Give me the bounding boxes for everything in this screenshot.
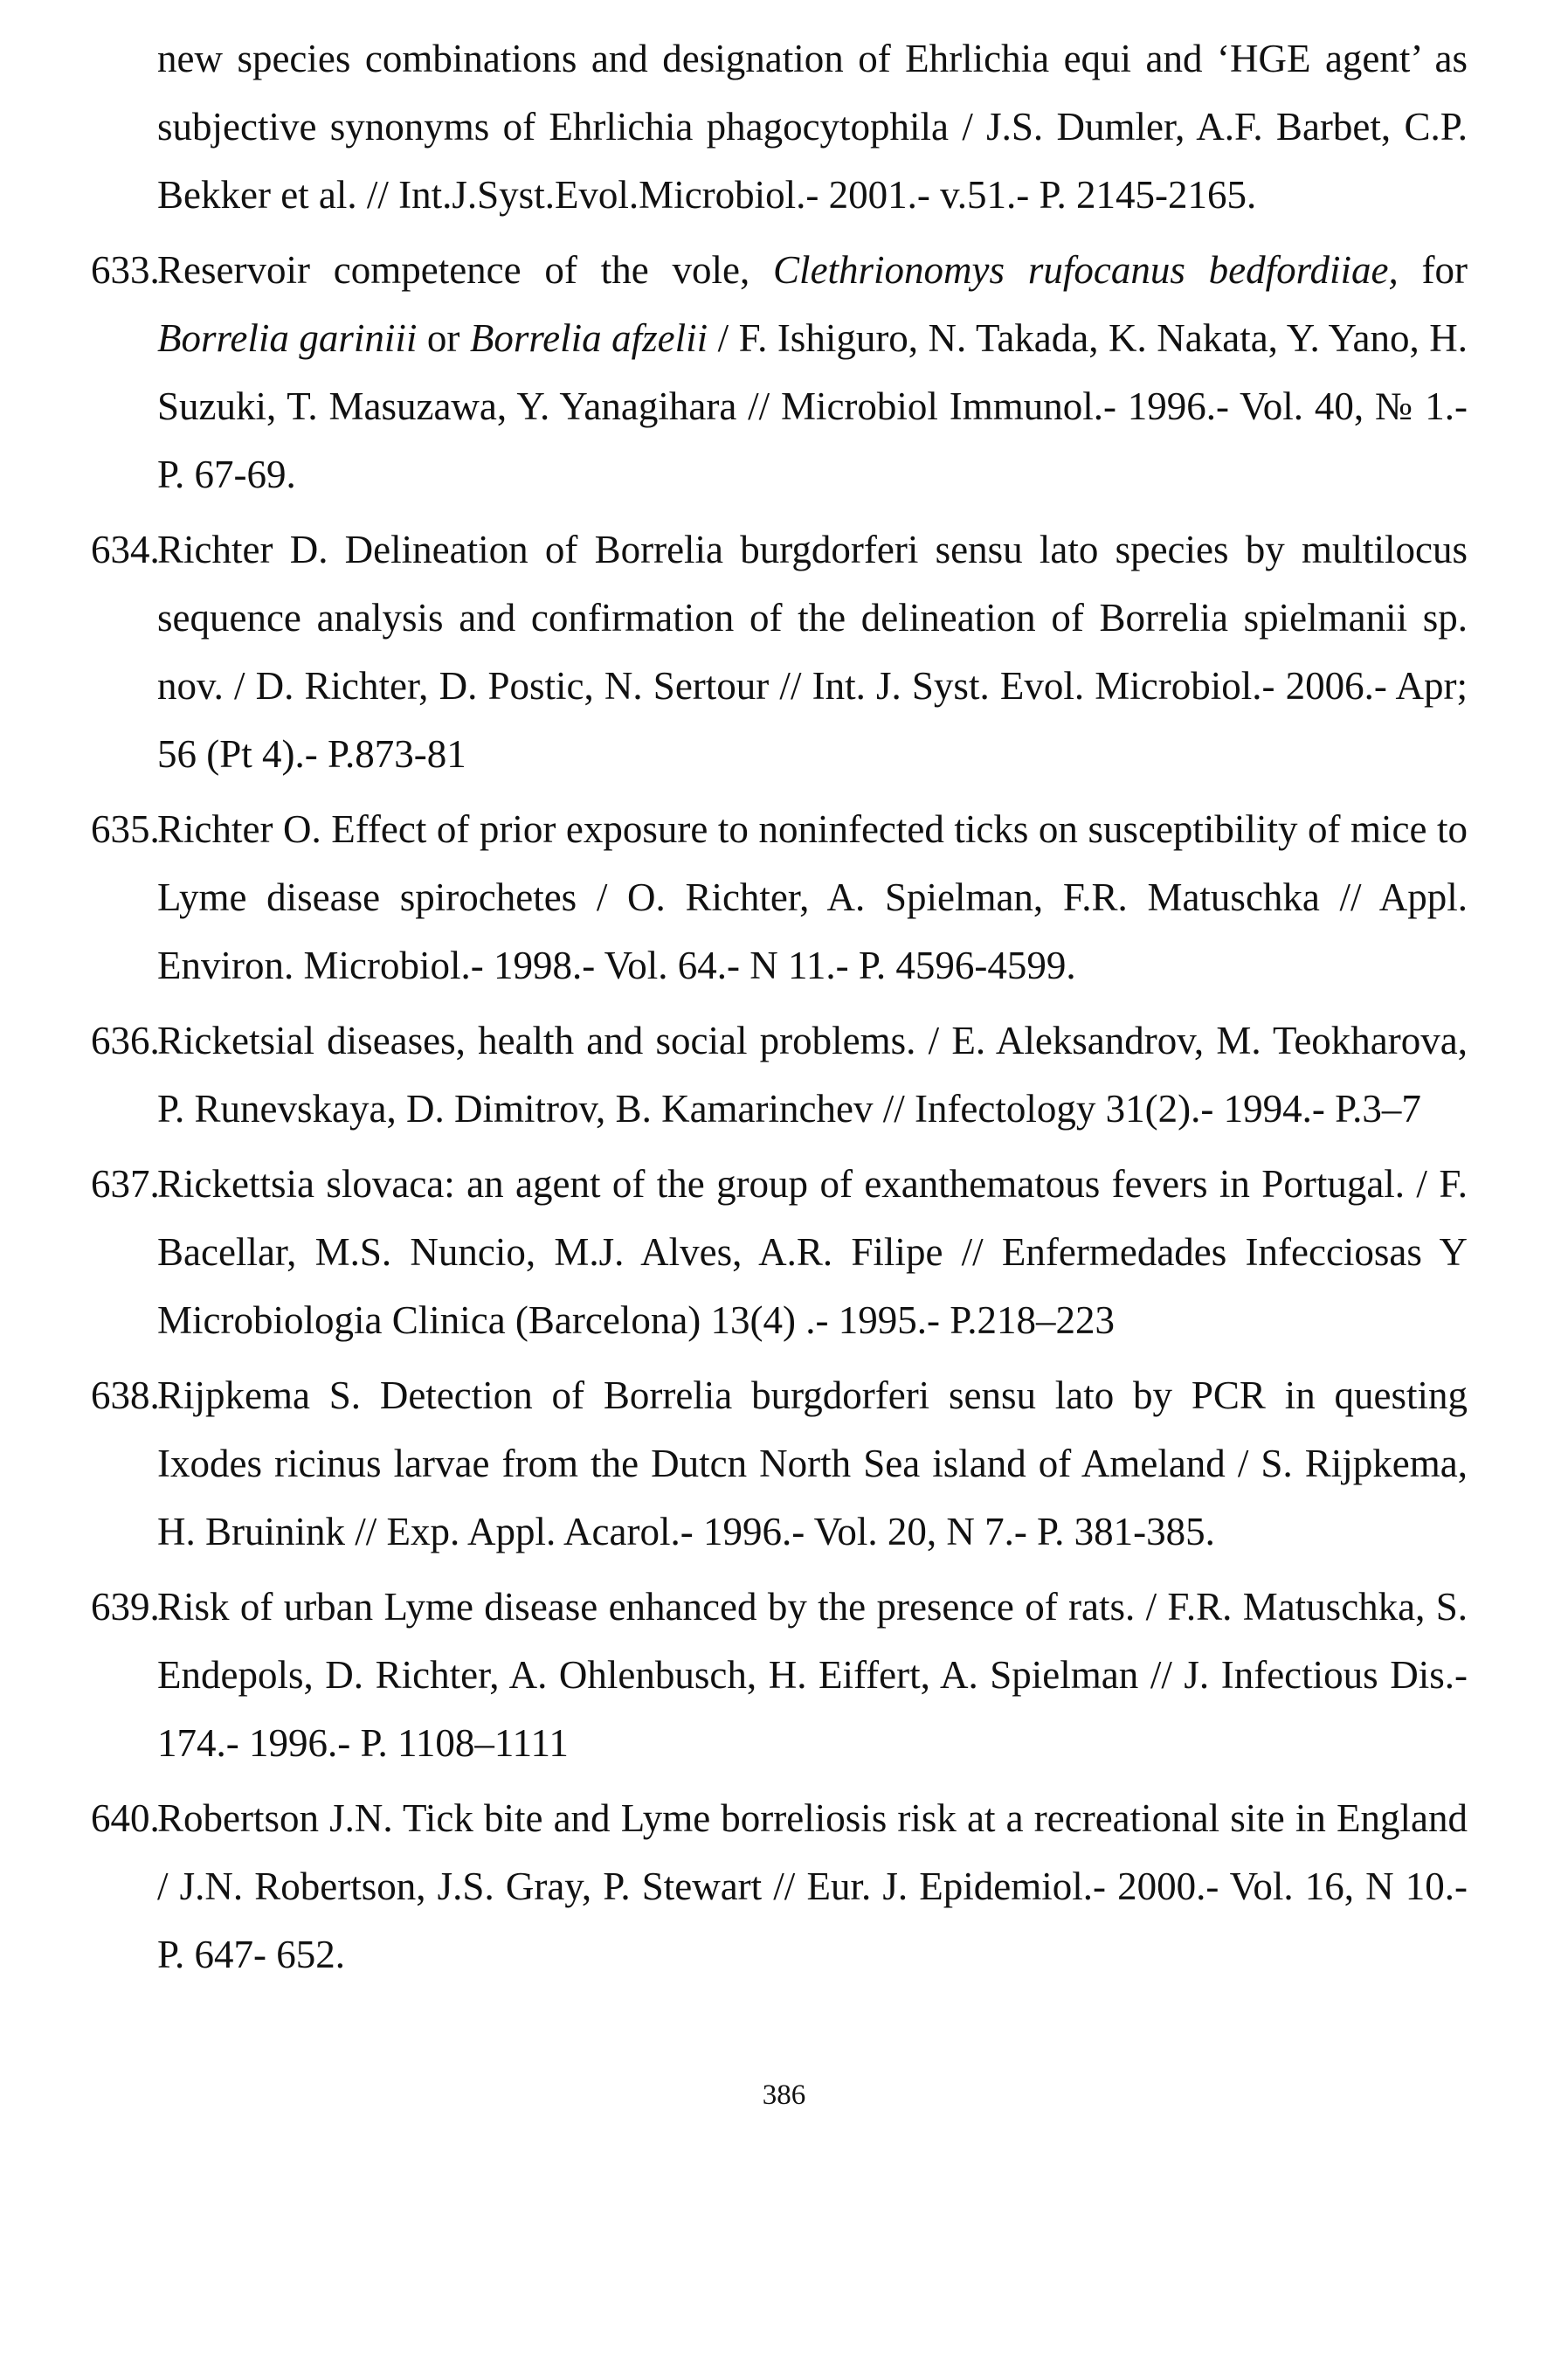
reference-number: 637. (91, 1162, 160, 1206)
reference-text (157, 236, 1468, 508)
reference-item-636 (91, 1007, 1468, 1143)
page-number: 386 (762, 2079, 806, 2111)
reference-number: 635. (91, 807, 160, 851)
reference-text-part: Reservoir competence of the vole, (157, 248, 774, 292)
reference-text: new species combinations and designation of Ehrlichia equi and ‘HGE agent’ as subjective synonyms of Ehrlichia phagocytophila / J.S. Dumler, A.F. Barbet, C.P. Bekker et al. // Int.J.Syst.Evol.Microbiol.- 2001.- v.51.- P. 2145-2165. (157, 37, 1468, 217)
reference-number: 638. (91, 1373, 160, 1417)
reference-continuation (157, 24, 1468, 229)
reference-item-633 (91, 236, 1468, 508)
species-name: Borrelia afzelii (469, 316, 708, 360)
reference-item-634 (91, 515, 1468, 788)
reference-text: Richter O. Effect of prior exposure to noninfected ticks on susceptibility of mice to Lyme disease spirochetes / O. Richter, A. Spielman, F.R. Matuschka // Appl. Environ. Microbiol.- 1998.- Vol. 64.- N 11.- P. 4596-4599. (157, 807, 1468, 987)
reference-number: 640. (91, 1796, 160, 1840)
reference-text: Richter D. Delineation of Borrelia burgdorferi sensu lato species by multilocus sequence analysis and confirmation of the delineation of Borrelia spielmanii sp. nov. / D. Richter, D. Postic, N. Sertour // Int. J. Syst. Evol. Microbiol.- 2006.- Apr; 56 (Pt 4).- P.873-81 (157, 528, 1468, 776)
reference-text-part: for (1398, 248, 1468, 292)
reference-number: 633. (91, 248, 160, 292)
reference-text: Robertson J.N. Tick bite and Lyme borreliosis risk at a recreational site in England / J.N. Robertson, J.S. Gray, P. Stewart // Eur. J. Epidemiol.- 2000.- Vol. 16, N 10.- P. 647- 652. (157, 1796, 1468, 1976)
reference-item-637 (91, 1150, 1468, 1354)
reference-text: Ricketsial diseases, health and social problems. / E. Aleksandrov, M. Teokharova, P. Runevskaya, D. Dimitrov, B. Kamarinchev // Infectology 31(2).- 1994.- P.3–7 (157, 1019, 1468, 1131)
reference-text: Rijpkema S. Detection of Borrelia burgdorferi sensu lato by PCR in questing Ixodes ricinus larvae from the Dutcn North Sea island of Ameland / S. Rijpkema, H. Bruinink // Exp. Appl. Acarol.- 1996.- Vol. 20, N 7.- P. 381-385. (157, 1373, 1468, 1553)
reference-number: 639. (91, 1585, 160, 1629)
reference-item-640 (91, 1784, 1468, 1989)
reference-list (91, 24, 1468, 1989)
reference-item-638 (91, 1361, 1468, 1566)
reference-text-part: / F. Ishiguro, N. Takada, K. Nakata, Y. Yano, H. Suzuki, T. Masuzawa, Y. Yanagihara // Microbiol Immunol.- 1996.- Vol. 40, № 1.- P. 67-69. (157, 316, 1468, 496)
reference-item-639 (91, 1573, 1468, 1777)
species-name: Borrelia gariniii (157, 316, 418, 360)
reference-text-part: or (417, 316, 470, 360)
reference-item-635 (91, 795, 1468, 1000)
reference-number: 634. (91, 528, 160, 571)
reference-text: Rickettsia slovaca: an agent of the group of exanthematous fevers in Portugal. / F. Bacellar, M.S. Nuncio, M.J. Alves, A.R. Filipe // Enfermedades Infecciosas Y Microbiologia Clinica (Barcelona) 13(4) .- 1995.- P.218–223 (157, 1162, 1468, 1342)
reference-number: 636. (91, 1019, 160, 1062)
species-name: Clethrionomys rufocanus bedfordiiae, (773, 248, 1399, 292)
reference-text: Risk of urban Lyme disease enhanced by the presence of rats. / F.R. Matuschka, S. Endepols, D. Richter, A. Ohlenbusch, H. Eiffert, A. Spielman // J. Infectious Dis.- 174.- 1996.- P. 1108–1111 (157, 1585, 1468, 1765)
